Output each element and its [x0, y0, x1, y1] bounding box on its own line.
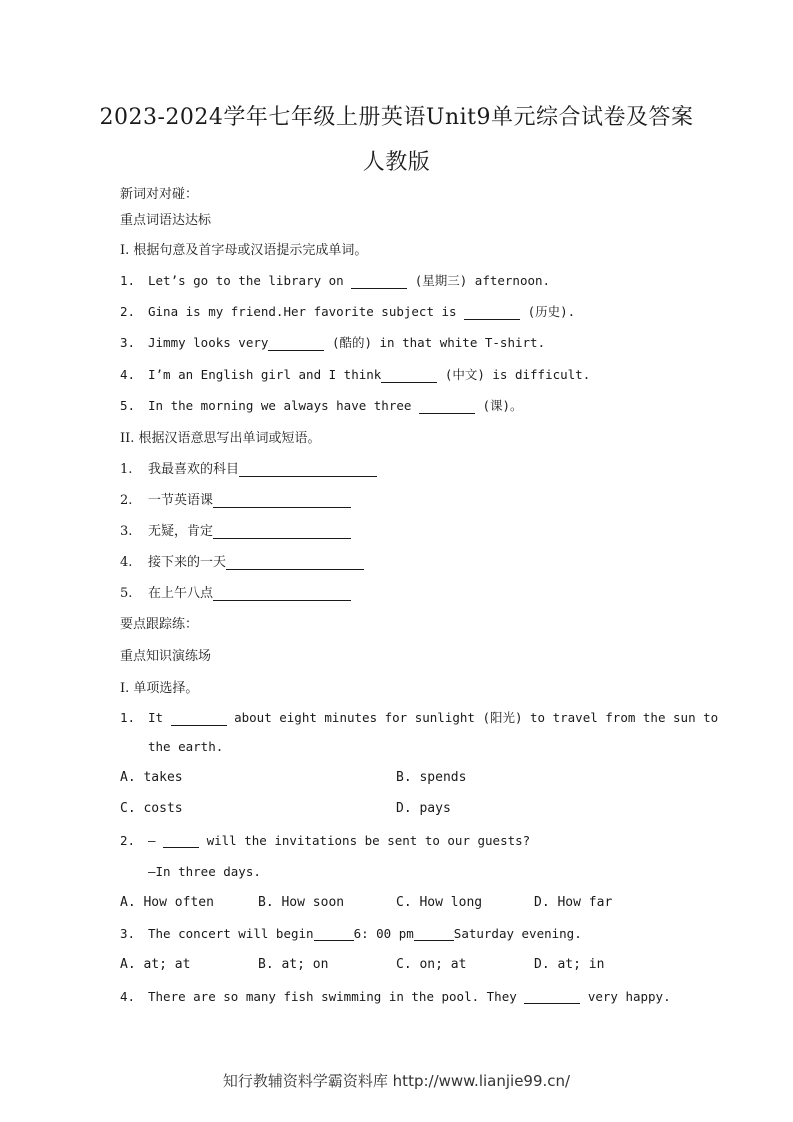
option-d[interactable]: D. pays: [396, 801, 451, 816]
answer-blank[interactable]: [419, 401, 475, 414]
question-continuation: the earth.: [148, 739, 224, 754]
question-text: Jimmy looks very: [148, 335, 269, 350]
option-c[interactable]: C. on; at: [396, 957, 467, 972]
question-text: (星期三) afternoon.: [407, 273, 551, 288]
question-number: 4.: [120, 989, 136, 1004]
answer-blank[interactable]: [351, 276, 407, 289]
page-title: 2023-2024学年七年级上册英语Unit9单元综合试卷及答案: [99, 105, 694, 130]
question-text: (酷的) in that white T-shirt.: [324, 335, 546, 350]
option-c[interactable]: C. costs: [120, 801, 183, 816]
question-number: 1.: [120, 462, 133, 477]
section-knowledge: 重点知识演练场: [120, 649, 212, 664]
question-number: 5.: [120, 586, 133, 601]
question-text: (历史).: [520, 304, 576, 319]
answer-blank[interactable]: [171, 713, 227, 726]
question-line: [120, 396, 523, 414]
question-line: [120, 365, 590, 383]
question-text: 6: 00 pm: [353, 926, 414, 941]
answer-blank[interactable]: [381, 370, 437, 383]
question-line: [120, 582, 351, 601]
question-line: [120, 926, 582, 941]
question-text: Gina is my friend.Her favorite subject is: [148, 304, 465, 319]
question-number: 3.: [120, 524, 133, 539]
question-text: 接下来的一天: [148, 555, 227, 570]
question-number: 1.: [120, 710, 136, 725]
option-b[interactable]: B. at; on: [258, 957, 329, 972]
answer-blank[interactable]: [314, 928, 354, 941]
question-line: [120, 520, 351, 539]
answer-blank[interactable]: [239, 464, 377, 477]
option-d[interactable]: D. at; in: [534, 957, 605, 972]
question-number: 4.: [120, 367, 136, 382]
question-text: 一节英语课: [148, 493, 214, 508]
option-a[interactable]: A. takes: [120, 770, 183, 785]
question-text: very happy.: [580, 989, 671, 1004]
footer-watermark: 知行教辅资料学霸资料库 http://www.lianjie99.cn/: [222, 1072, 571, 1090]
answer-blank[interactable]: [464, 307, 520, 320]
question-text: I’m an English girl and I think: [148, 367, 382, 382]
answer-blank[interactable]: [213, 526, 351, 539]
section-follow: 要点跟踪练：: [120, 617, 199, 632]
question-text: Saturday evening.: [453, 926, 582, 941]
option-b[interactable]: B. How soon: [258, 895, 345, 910]
question-number: 2.: [120, 493, 133, 508]
question-text: 在上午八点: [148, 586, 214, 601]
question-text: —: [148, 833, 164, 848]
question-line: [120, 833, 530, 848]
question-text: The concert will begin: [148, 926, 314, 941]
answer-blank[interactable]: [414, 928, 454, 941]
question-line: [120, 989, 671, 1004]
question-continuation: —In three days.: [148, 864, 261, 879]
option-b[interactable]: B. spends: [396, 770, 467, 785]
answer-blank[interactable]: [524, 991, 580, 1004]
option-d[interactable]: D. How far: [534, 895, 613, 910]
question-number: 1.: [120, 273, 136, 288]
question-text: (课)。: [474, 398, 523, 413]
question-line: [120, 302, 575, 320]
question-number: 5.: [120, 398, 136, 413]
question-text: In the morning we always have three: [148, 398, 419, 413]
section-key-words: 重点词语达达标: [120, 213, 212, 228]
question-text: Let’s go to the library on: [148, 273, 352, 288]
answer-blank[interactable]: [163, 835, 199, 848]
question-line: [120, 271, 550, 289]
question-text: It: [148, 710, 171, 725]
part1-heading: I. 根据句意及首字母或汉语提示完成单词。: [120, 243, 368, 258]
question-number: 3.: [120, 926, 136, 941]
question-line: [120, 458, 377, 477]
question-line: [120, 489, 351, 508]
question-number: 3.: [120, 335, 136, 350]
part2-heading: II. 根据汉语意思写出单词或短语。: [120, 431, 321, 446]
question-text: 无疑，肯定: [148, 524, 214, 539]
answer-blank[interactable]: [213, 495, 351, 508]
question-line: [120, 708, 718, 726]
question-line: [120, 551, 364, 570]
answer-blank[interactable]: [213, 588, 351, 601]
option-c[interactable]: C. How long: [396, 895, 483, 910]
question-text: will the invitations be sent to our guests?: [199, 833, 531, 848]
question-number: 4.: [120, 555, 133, 570]
question-text: about eight minutes for sunlight (阳光) to travel from the sun to: [226, 710, 719, 725]
answer-blank[interactable]: [226, 557, 364, 570]
question-text: There are so many fish swimming in the pool. They: [148, 989, 525, 1004]
option-a[interactable]: A. at; at: [120, 957, 191, 972]
question-number: 2.: [120, 304, 136, 319]
page-subtitle: 人教版: [362, 150, 431, 175]
question-number: 2.: [120, 833, 136, 848]
question-line: [120, 333, 545, 351]
answer-blank[interactable]: [268, 338, 324, 351]
question-text: (中文) is difficult.: [437, 367, 591, 382]
section-new-words: 新词对对碰：: [120, 187, 199, 202]
question-text: 我最喜欢的科目: [148, 462, 240, 477]
option-a[interactable]: A. How often: [120, 895, 214, 910]
part3-heading: I. 单项选择。: [120, 681, 199, 696]
